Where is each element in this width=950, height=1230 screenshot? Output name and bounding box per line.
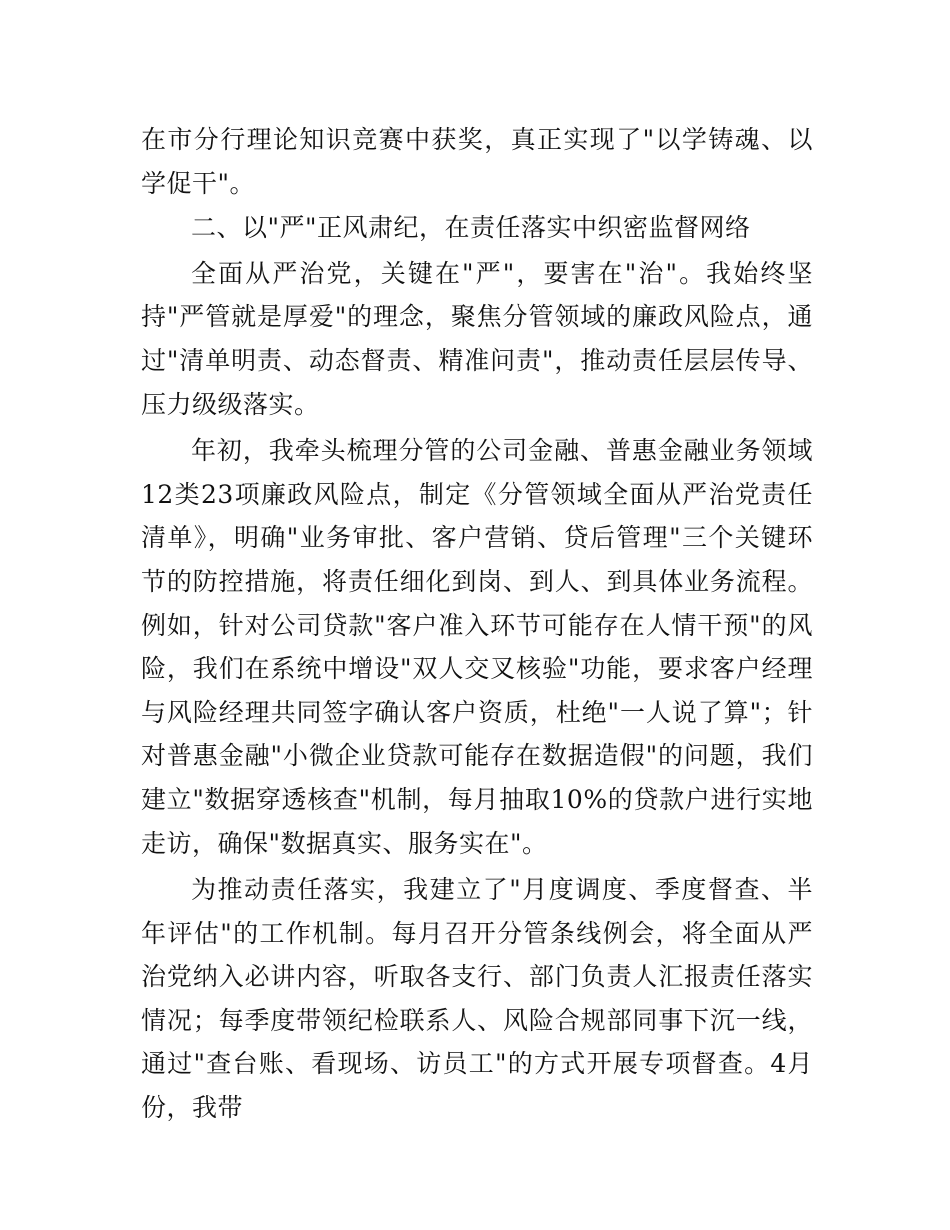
paragraph-continuation: 在市分行理论知识竞赛中获奖，真正实现了"以学铸魂、以学促干"。 [141,125,813,198]
paragraph-body: 全面从严治党，关键在"严"，要害在"治"。我始终坚持"严管就是厚爱"的理念，聚焦分管领域的廉政风险点，通过"清单明责、动态督责、精准问责"，推动责任层层传导、压力级级落实。 [141,258,813,419]
section-heading: 二、以"严"正风肃纪，在责任落实中织密监督网络 [191,213,751,243]
paragraph-body: 为推动责任落实，我建立了"月度调度、季度督查、半年评估"的工作机制。每月召开分管条线例会，将全面从严治党纳入必讲内容，听取各支行、部门负责人汇报责任落实情况；每季度带领纪检联系人、风险合规部同事下沉一线，通过"查台账、看现场、访员工"的方式开展专项督查。4月份，我带 [141,875,813,1123]
document-body [141,118,813,1130]
paragraph-body: 年初，我牵头梳理分管的公司金融、普惠金融业务领域12类23项廉政风险点，制定《分管领域全面从严治党责任清单》，明确"业务审批、客户营销、贷后管理"三个关键环节的防控措施，将责任细化到岗、到人、到具体业务流程。例如，针对公司贷款"客户准入环节可能存在人情干预"的风险，我们在系统中增设"双人交叉核验"功能，要求客户经理与风险经理共同签字确认客户资质，杜绝"一人说了算"；针对普惠金融"小微企业贷款可能存在数据造假"的问题，我们建立"数据穿透核查"机制，每月抽取10%的贷款户进行实地走访，确保"数据真实、服务实在"。 [141,436,813,858]
